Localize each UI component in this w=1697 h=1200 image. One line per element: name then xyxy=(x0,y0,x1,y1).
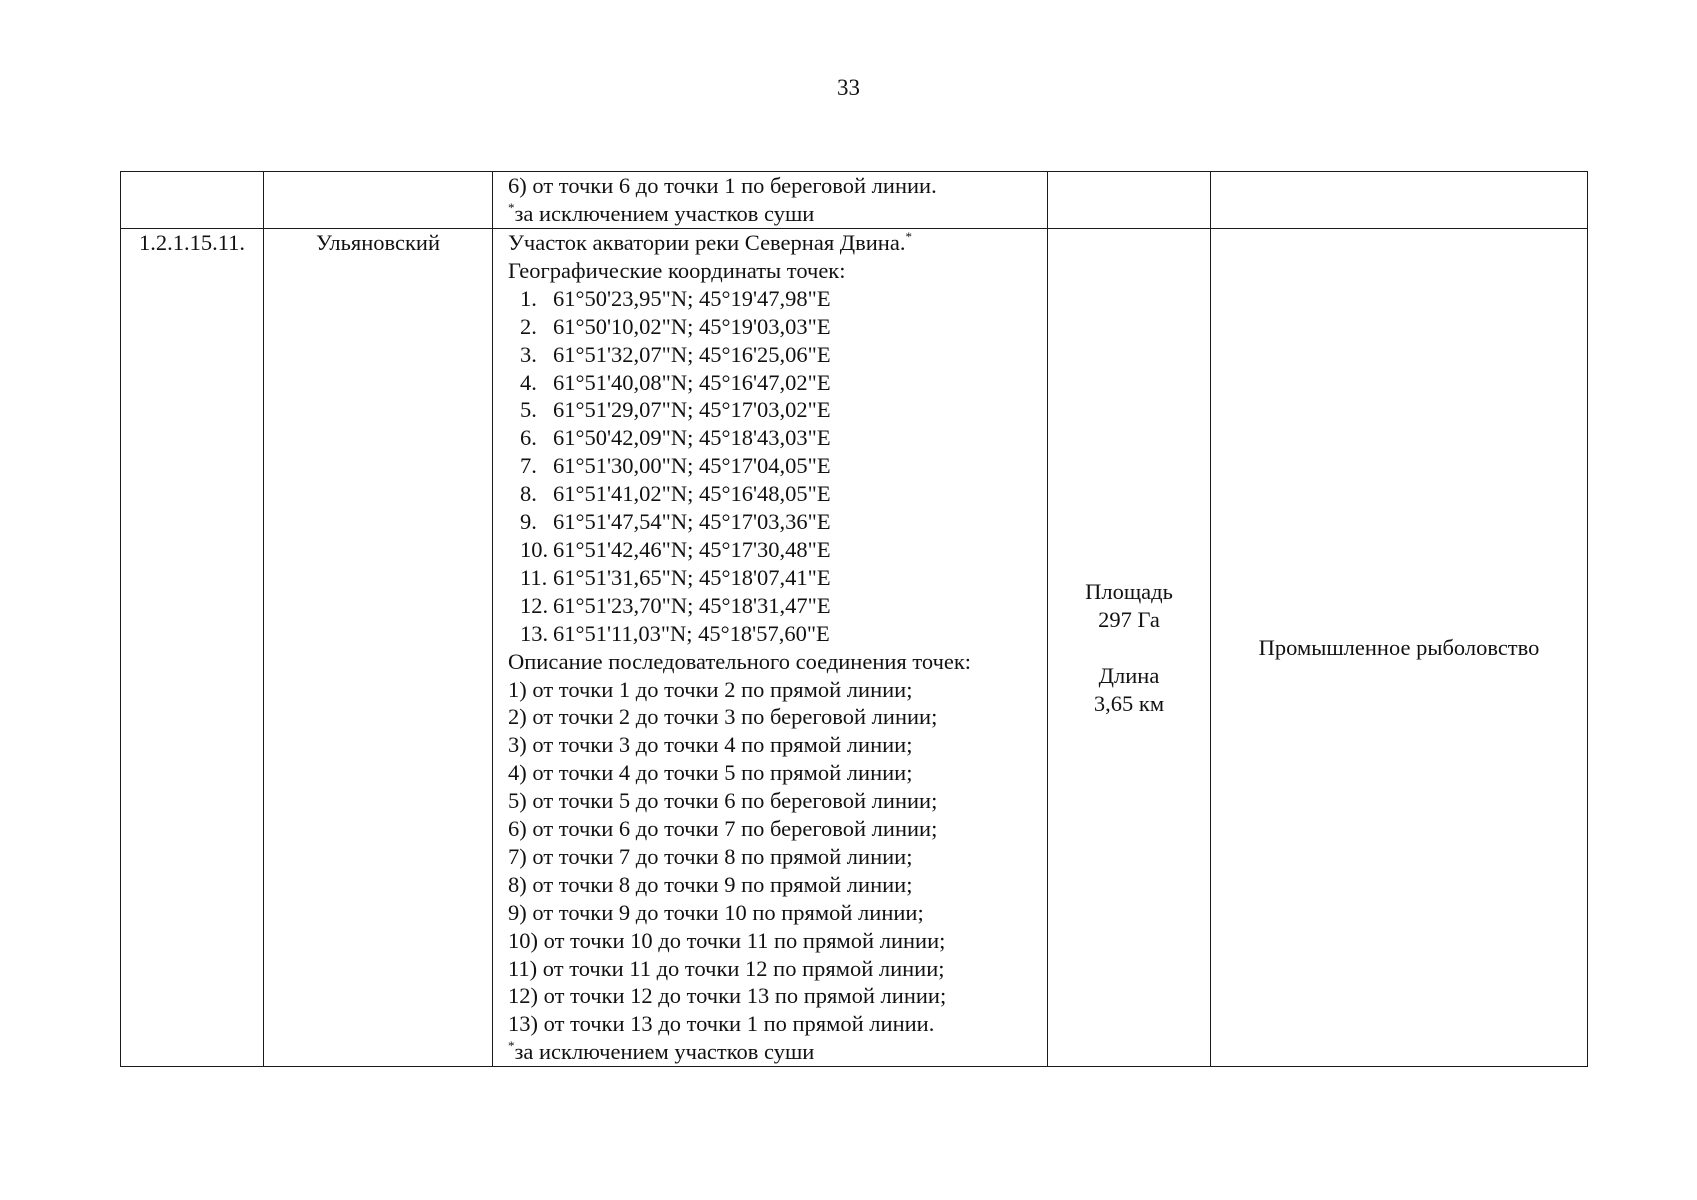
footnote xyxy=(508,200,1047,228)
coordinate-number: 6. xyxy=(520,425,537,451)
steps-heading: Описание последовательного соединения точек: xyxy=(508,648,972,674)
coordinate-value: 61°51'40,08"N; 45°16'47,02"E xyxy=(553,369,831,395)
length-value: 3,65 км xyxy=(1093,690,1165,716)
coordinate-number: 10. xyxy=(520,536,549,562)
coordinate-item xyxy=(508,564,1047,592)
coordinate-item xyxy=(508,508,1047,536)
coordinate-item xyxy=(508,536,1047,564)
table-row-continued xyxy=(121,172,1588,229)
section-number: 1.2.1.15.11. xyxy=(138,230,246,255)
coordinate-number: 4. xyxy=(520,369,537,395)
connection-step: 9) от точки 9 до точки 10 по прямой линии; xyxy=(508,899,924,925)
coordinate-value: 61°50'42,09"N; 45°18'43,03"E xyxy=(553,425,831,451)
connection-step: 5) от точки 5 до точки 6 по береговой линии; xyxy=(508,788,938,814)
page-number: 33 xyxy=(837,75,860,100)
area-title-text: Участок акватории реки Северная Двина. xyxy=(508,230,906,255)
coordinate-value: 61°51'23,70"N; 45°18'31,47"E xyxy=(553,592,831,618)
coordinate-list xyxy=(508,285,1047,648)
length-label: Длина xyxy=(1098,662,1160,688)
coordinate-item xyxy=(508,341,1047,369)
connection-step: 6) от точки 6 до точки 7 по береговой линии; xyxy=(508,816,938,842)
cell-name xyxy=(264,172,493,229)
coordinate-value: 61°51'41,02"N; 45°16'48,05"E xyxy=(553,481,831,507)
connection-step: 13) от точки 13 до точки 1 по прямой линии. xyxy=(508,1011,935,1037)
coordinate-number: 3. xyxy=(520,341,537,367)
connection-step: 11) от точки 11 до точки 12 по прямой линии; xyxy=(508,955,945,981)
coordinate-item xyxy=(508,452,1047,480)
footnote-text: за исключением участков суши xyxy=(514,1039,815,1065)
coordinate-number: 12. xyxy=(520,592,549,618)
connection-step: 10) от точки 10 до точки 11 по прямой линии; xyxy=(508,927,946,953)
coordinate-value: 61°51'31,65"N; 45°18'07,41"E xyxy=(553,564,831,590)
cell-area xyxy=(1048,172,1211,229)
connection-step: 7) от точки 7 до точки 8 по прямой линии; xyxy=(508,843,913,869)
connection-step: 4) от точки 4 до точки 5 по прямой линии; xyxy=(508,760,913,786)
coordinate-item xyxy=(508,620,1047,648)
cell-name xyxy=(264,229,493,1067)
coordinate-value: 61°50'23,95"N; 45°19'47,98"E xyxy=(553,285,831,311)
coordinate-number: 8. xyxy=(520,481,537,507)
area-block xyxy=(1048,578,1210,718)
coordinate-number: 7. xyxy=(520,453,537,479)
coordinate-item xyxy=(508,480,1047,508)
coordinate-value: 61°51'42,46"N; 45°17'30,48"E xyxy=(553,536,831,562)
connection-step: 2) от точки 2 до точки 3 по береговой линии; xyxy=(508,704,938,730)
footnote-mark: * xyxy=(508,199,515,215)
fishing-areas-table xyxy=(120,171,1588,1067)
coordinate-value: 61°50'10,02"N; 45°19'03,03"E xyxy=(553,313,831,339)
area-value: 297 Га xyxy=(1098,606,1160,632)
footnote-mark: * xyxy=(508,1038,515,1054)
usage-type: Промышленное рыболовство xyxy=(1258,634,1540,660)
coordinate-item xyxy=(508,313,1047,341)
coordinate-item xyxy=(508,285,1047,313)
coordinate-value: 61°51'32,07"N; 45°16'25,06"E xyxy=(553,341,831,367)
connection-step: 8) от точки 8 до точки 9 по прямой линии; xyxy=(508,871,913,897)
coordinate-number: 13. xyxy=(520,620,549,646)
footnote-mark: * xyxy=(905,229,912,244)
cell-number xyxy=(121,172,264,229)
coordinate-item xyxy=(508,424,1047,452)
cell-description xyxy=(493,229,1048,1067)
cell-area xyxy=(1048,229,1211,1067)
cell-number xyxy=(121,229,264,1067)
area-label: Площадь xyxy=(1085,578,1173,604)
coordinate-item xyxy=(508,396,1047,424)
cell-use xyxy=(1211,172,1588,229)
coordinate-value: 61°51'47,54"N; 45°17'03,36"E xyxy=(553,509,831,535)
coordinate-value: 61°51'29,07"N; 45°17'03,02"E xyxy=(553,397,831,423)
coords-heading: Географические координаты точек: xyxy=(508,257,846,283)
cell-description xyxy=(493,172,1048,229)
coordinate-item xyxy=(508,592,1047,620)
coordinate-number: 11. xyxy=(520,564,548,590)
coordinate-number: 2. xyxy=(520,313,537,339)
table-row-main xyxy=(121,229,1588,1067)
connection-step: 6) от точки 6 до точки 1 по береговой линии. xyxy=(508,173,937,198)
cell-use xyxy=(1211,229,1588,1067)
coordinate-number: 1. xyxy=(520,285,537,311)
coordinate-value: 61°51'30,00"N; 45°17'04,05"E xyxy=(553,453,831,479)
area-title xyxy=(508,229,1047,257)
area-name: Ульяновский xyxy=(315,230,440,255)
footnote xyxy=(508,1038,1047,1066)
connection-step: 12) от точки 12 до точки 13 по прямой линии; xyxy=(508,983,947,1009)
coordinate-number: 5. xyxy=(520,397,537,423)
connection-steps-list xyxy=(508,676,1047,1039)
connection-step: 1) от точки 1 до точки 2 по прямой линии; xyxy=(508,676,913,702)
coordinate-item xyxy=(508,369,1047,397)
footnote-text: за исключением участков суши xyxy=(514,200,815,226)
connection-step: 3) от точки 3 до точки 4 по прямой линии; xyxy=(508,732,913,758)
coordinate-value: 61°51'11,03"N; 45°18'57,60"E xyxy=(553,620,830,646)
coordinate-number: 9. xyxy=(520,509,537,535)
